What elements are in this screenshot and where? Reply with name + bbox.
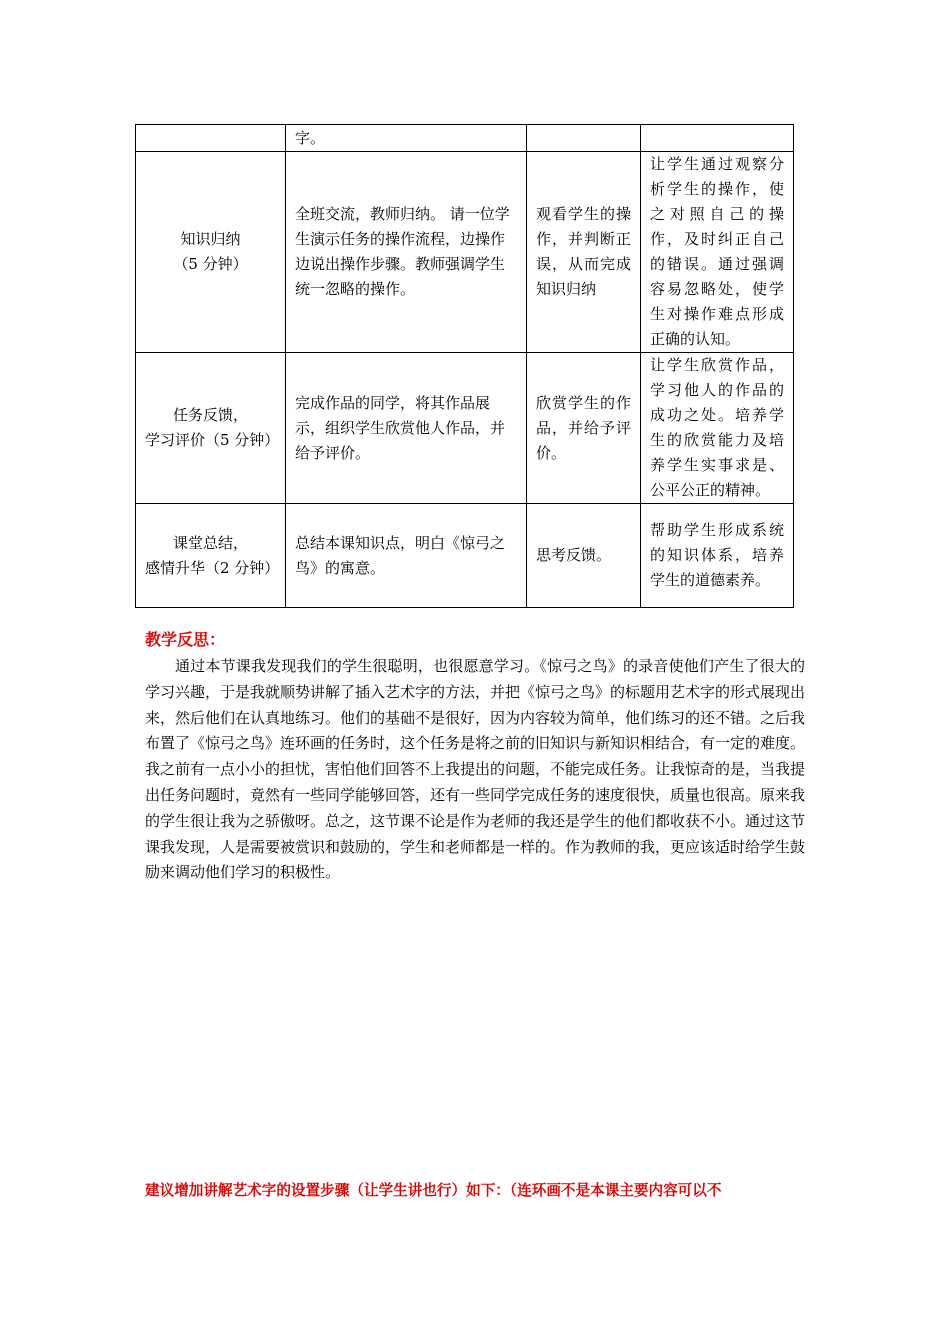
lesson-plan-table (135, 124, 794, 608)
design-intent-text: 让学生通过观察分析学生的操作，使之对照自己的操作，及时纠正自己的错误。通过强调容易忽略处，使学生对操作难点形成正确的认知。 (650, 155, 784, 348)
stage-name: 知识归纳 (180, 230, 241, 248)
teacher-activity-cell (286, 504, 527, 608)
table-row (136, 504, 794, 608)
teacher-activity-text: 字。 (295, 128, 326, 147)
stage-time: 感情升华（2 分钟） (145, 558, 280, 577)
stage-name: 课堂总结， (172, 533, 248, 552)
student-activity-text: 欣赏学生的作品，并给予评价。 (536, 393, 631, 462)
reflection-paragraph: 通过本节课我发现我们的学生很聪明，也很愿意学习。《惊弓之鸟》的录音使他们产生了很大的学习兴趣，于是我就顺势讲解了插入艺术字的方法，并把《惊弓之鸟》的标题用艺术字的形式展现出来，然后他们在认真地练习。他们的基础不是很好，因为内容较为简单，他们练习的还不错。之后我布置了《惊弓之鸟》连环画的任务时，这个任务是将之前的旧知识与新知识相结合，有一定的难度。我之前有一点小小的担忧，害怕他们回答不上我提出的问题，不能完成任务。让我惊奇的是，当我提出任务问题时，竟然有一些同学能够回答，还有一些同学完成任务的速度很快，质量也很高。原来我的学生很让我为之骄傲呀。总之，这节课不论是作为老师的我还是学生的他们都收获不小。通过这节课我发现，人是需要被赏识和鼓励的，学生和老师都是一样的。作为教师的我，更应该适时给学生鼓励来调动他们学习的积极性。 (145, 657, 806, 882)
design-intent-text: 帮助学生形成系统的知识体系，培养学生的道德素养。 (650, 521, 784, 589)
teacher-activity-text: 全班交流，教师归纳。 请一位学生演示任务的操作流程，边操作边说出操作步骤。教师强调学生统一忽略的操作。 (295, 205, 510, 298)
reflection-heading: 教学反思： (145, 630, 226, 649)
design-intent-cell (641, 353, 794, 504)
stage-cell (136, 125, 286, 152)
teacher-activity-cell (286, 152, 527, 353)
student-activity-cell (527, 353, 641, 504)
stage-name: 任务反馈， (172, 406, 248, 424)
teacher-activity-text: 完成作品的同学，将其作品展示，组织学生欣赏他人作品，并给予评价。 (295, 393, 506, 462)
design-intent-cell (641, 152, 794, 353)
teacher-activity-cell (286, 125, 527, 152)
stage-cell (136, 152, 286, 353)
table-row (136, 125, 794, 152)
design-intent-cell (641, 504, 794, 608)
teacher-activity-cell (286, 353, 527, 504)
student-activity-cell (527, 125, 641, 152)
student-activity-text: 观看学生的操作，并判断正误，从而完成知识归纳 (536, 205, 631, 298)
design-intent-text: 让学生欣赏作品，学习他人的作品的成功之处。培养学生的欣赏能力及培养学生实事求是、公平公正的精神。 (650, 356, 784, 499)
design-intent-cell (641, 125, 794, 152)
student-activity-cell (527, 504, 641, 608)
stage-time: （5 分钟） (173, 255, 248, 273)
table-row (136, 152, 794, 353)
teacher-activity-text: 总结本课知识点，明白《惊弓之鸟》的寓意。 (295, 533, 506, 577)
stage-cell (136, 504, 286, 608)
table-row (136, 353, 794, 504)
suggestion-note: 建议增加讲解艺术字的设置步骤（让学生讲也行）如下：（连环画不是本课主要内容可以不 (145, 1182, 722, 1199)
stage-time: 学习评价（5 分钟） (145, 431, 280, 449)
student-activity-text: 思考反馈。 (536, 546, 612, 564)
student-activity-cell (527, 152, 641, 353)
stage-cell (136, 353, 286, 504)
